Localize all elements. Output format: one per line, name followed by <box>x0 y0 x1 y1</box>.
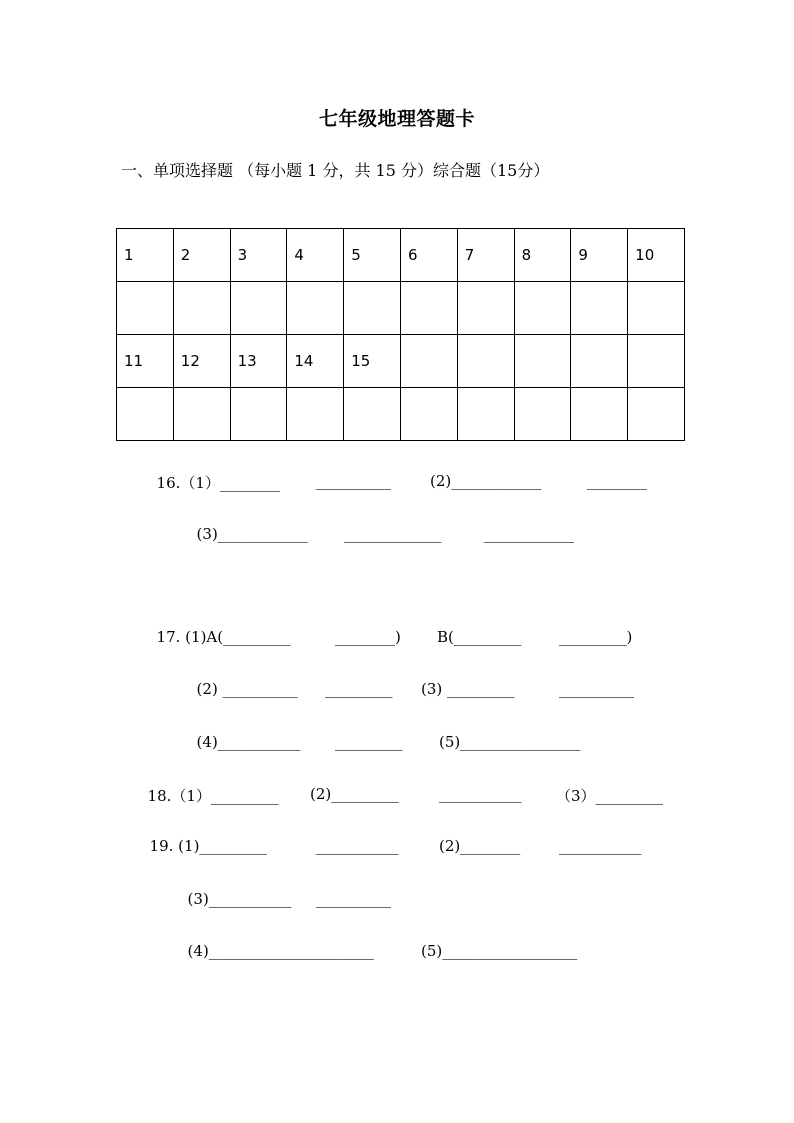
q19-part5-blank[interactable]: (5)__________________ <box>421 942 578 960</box>
question-number-cell: 5 <box>344 229 401 282</box>
page-title: 七年级地理答题卡 <box>318 108 475 130</box>
answer-cell[interactable] <box>628 388 685 441</box>
q19-part4-blank[interactable]: (4)______________________ <box>187 942 374 960</box>
q19-part1-blank[interactable]: 19. (1)_________ <box>149 837 267 855</box>
q16-part3-blank[interactable]: (3)____________ <box>196 525 308 543</box>
question-number-cell <box>514 335 571 388</box>
question-number-cell: 1 <box>117 229 174 282</box>
answer-cell[interactable] <box>628 282 685 335</box>
q19-part3-blank-2[interactable]: __________ <box>316 890 391 908</box>
q16-line-1 <box>147 454 647 493</box>
q17-part4-blank-2[interactable]: _________ <box>335 733 403 751</box>
q19-line-1 <box>140 819 642 855</box>
q16-part2-blank-2[interactable]: ________ <box>587 472 647 490</box>
question-number-cell: 3 <box>230 229 287 282</box>
answer-cell[interactable] <box>230 282 287 335</box>
answer-grid <box>116 228 685 441</box>
q17-part1-b-blank[interactable]: B(_________ <box>437 628 522 646</box>
q19-part1-blank-2[interactable]: ___________ <box>316 837 399 855</box>
answer-cell[interactable] <box>117 282 174 335</box>
answer-cell[interactable] <box>571 282 628 335</box>
answer-cell[interactable] <box>230 388 287 441</box>
question-number-cell: 8 <box>514 229 571 282</box>
q17-part1-a-blank[interactable]: 17. (1)A(_________ <box>156 628 291 646</box>
answer-cell[interactable] <box>457 388 514 441</box>
question-number-cell: 14 <box>287 335 344 388</box>
question-number-cell: 11 <box>117 335 174 388</box>
q19-line-2 <box>178 872 391 908</box>
question-number-cell <box>457 335 514 388</box>
question-number-cell: 6 <box>400 229 457 282</box>
q16-part1-blank-2[interactable]: __________ <box>316 472 391 490</box>
answer-cell[interactable] <box>571 388 628 441</box>
q17-part3-blank-2[interactable]: __________ <box>559 680 634 698</box>
q17-part1-b-blank-2[interactable]: _________) <box>559 628 633 646</box>
section-heading: 一、单项选择题 （每小题 1 分，共 15 分）综合题（15分） <box>121 161 550 180</box>
question-number-cell: 15 <box>344 335 401 388</box>
question-number-cell: 2 <box>173 229 230 282</box>
q16-part2-blank[interactable]: (2)____________ <box>430 472 542 490</box>
table-row <box>117 282 685 335</box>
answer-cell[interactable] <box>344 282 401 335</box>
answer-cell[interactable] <box>173 282 230 335</box>
q19-line-3 <box>178 924 578 960</box>
q16-line-2 <box>187 507 574 543</box>
question-number-cell: 4 <box>287 229 344 282</box>
question-number-cell: 13 <box>230 335 287 388</box>
q17-part3-blank[interactable]: (3) _________ <box>421 680 515 698</box>
q17-part4-blank[interactable]: (4)___________ <box>196 733 301 751</box>
q18-part2-blank-2[interactable]: ___________ <box>439 785 522 803</box>
question-number-cell <box>628 335 685 388</box>
question-number-cell <box>571 335 628 388</box>
answer-cell[interactable] <box>400 282 457 335</box>
q17-line-1 <box>147 610 633 646</box>
answer-cell[interactable] <box>287 388 344 441</box>
answer-cell[interactable] <box>117 388 174 441</box>
q18-part1-blank[interactable]: 18.（1）_________ <box>147 787 279 805</box>
q18-part2-blank[interactable]: (2)_________ <box>310 785 399 803</box>
question-number-cell: 9 <box>571 229 628 282</box>
answer-cell[interactable] <box>514 282 571 335</box>
table-row <box>117 335 685 388</box>
table-row <box>117 388 685 441</box>
answer-cell[interactable] <box>514 388 571 441</box>
q17-line-3 <box>187 715 581 751</box>
q17-part2-blank-2[interactable]: _________ <box>325 680 393 698</box>
q16-part3-blank-3[interactable]: ____________ <box>484 525 574 543</box>
q19-part2-blank-2[interactable]: ___________ <box>559 837 642 855</box>
question-number-cell: 7 <box>457 229 514 282</box>
answer-cell[interactable] <box>173 388 230 441</box>
q16-part3-blank-2[interactable]: _____________ <box>344 525 442 543</box>
q17-part1-a-blank-2[interactable]: ________) <box>335 628 401 646</box>
q17-part2-blank[interactable]: (2) __________ <box>196 680 298 698</box>
q19-part3-blank[interactable]: (3)___________ <box>187 890 292 908</box>
q17-line-2 <box>187 662 634 698</box>
answer-cell[interactable] <box>344 388 401 441</box>
q18-line-1 <box>138 767 664 806</box>
question-number-cell: 10 <box>628 229 685 282</box>
q19-part2-blank[interactable]: (2)________ <box>439 837 521 855</box>
answer-cell[interactable] <box>457 282 514 335</box>
q18-part3-blank[interactable]: （3）_________ <box>556 787 664 805</box>
q17-part5-blank[interactable]: (5)________________ <box>439 733 581 751</box>
answer-cell[interactable] <box>400 388 457 441</box>
question-number-cell <box>400 335 457 388</box>
question-number-cell: 12 <box>173 335 230 388</box>
answer-cell[interactable] <box>287 282 344 335</box>
table-row <box>117 229 685 282</box>
q16-part1-blank[interactable]: 16.（1）________ <box>156 474 280 492</box>
